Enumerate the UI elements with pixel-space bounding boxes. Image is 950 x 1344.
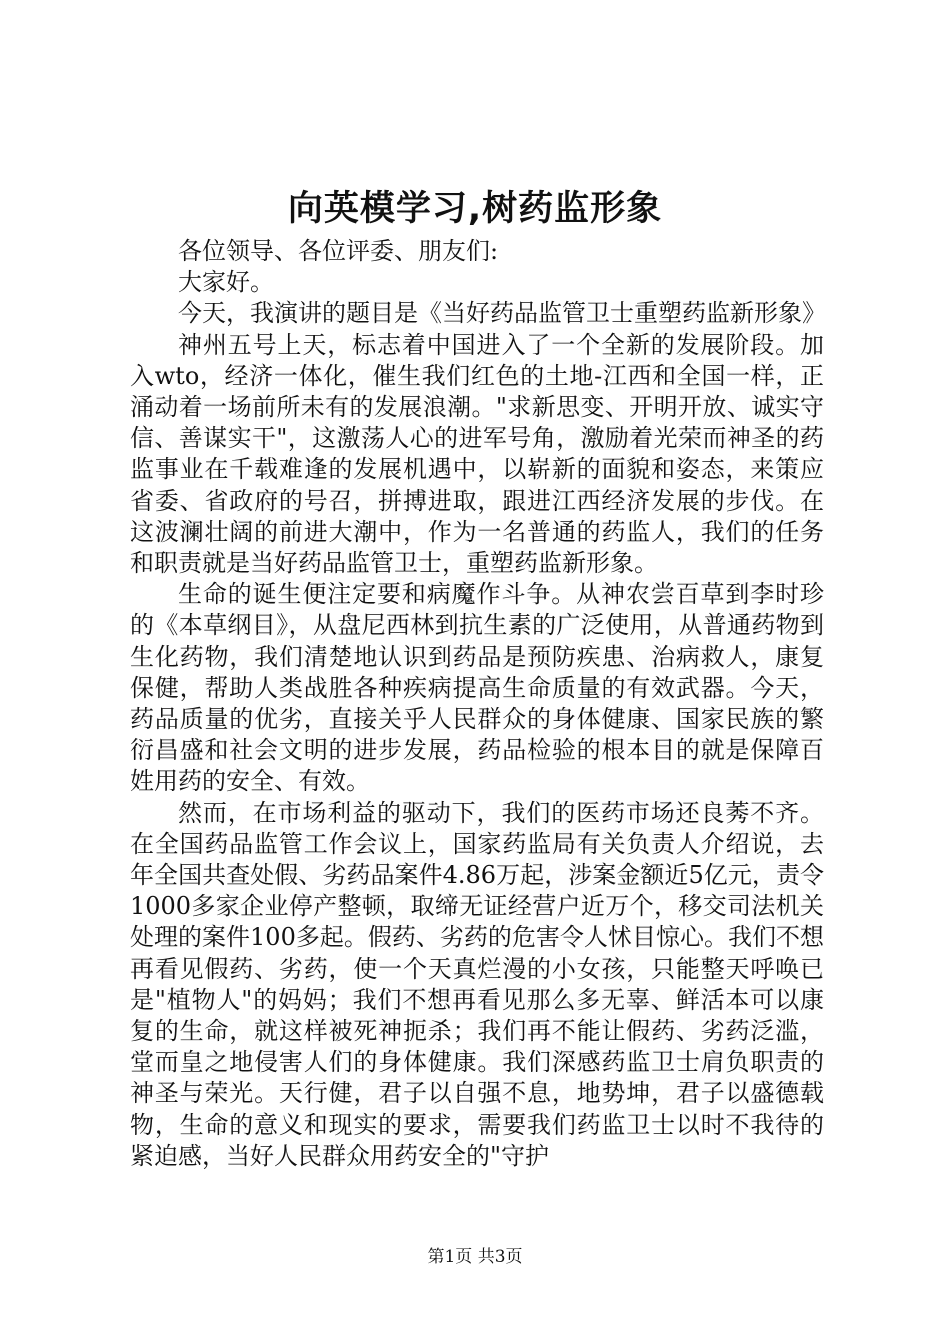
- salutation-paragraph: 各位领导、各位评委、朋友们:: [178, 237, 499, 265]
- body-paragraph: 生命的诞生便注定要和病魔作斗争。从神农尝百草到李时珍的《本草纲目》，从盘尼西林到抗生素的广泛使用，从普通药物到生化药物，我们清楚地认识到药品是预防疾患、治病救人，康复保健，帮助人类战胜各种疾病提高生命质量的有效武器。今天，药品质量的优劣，直接关乎人民群众的身体健康、国家民族的繁衍昌盛和社会文明的进步发展，药品检验的根本目的就是保障百姓用药的安全、有效。: [130, 580, 824, 796]
- document-title: 向英模学习,树药监形象: [287, 189, 663, 229]
- greeting-paragraph: 大家好。: [178, 268, 274, 297]
- body-paragraph: 然而，在市场利益的驱动下，我们的医药市场还良莠不齐。在全国药品监管工作会议上，国家药监局有关负责人介绍说，去年全国共查处假、劣药品案件4.86万起，涉案金额近5亿元，责令1000多家企业停产整顿，取缔无证经营户近万个，移交司法机关处理的案件100多起。假药、劣药的危害令人怵目惊心。我们不想再看见假药、劣药，使一个天真烂漫的小女孩，只能整天呼唤已是"植物人"的妈妈；我们不想再看见那么多无辜、鲜活本可以康复的生命，就这样被死神扼杀；我们再不能让假药、劣药泛滥，堂而皇之地侵害人们的身体健康。我们深感药监卫士肩负职责的神圣与荣光。天行健，君子以自强不息，地势坤，君子以盛德载物，生命的意义和现实的要求，需要我们药监卫士以时不我待的紧迫感，当好人民群众用药安全的"守护: [130, 798, 824, 1170]
- body-paragraph: 神州五号上天，标志着中国进入了一个全新的发展阶段。加入wto，经济一体化，催生我们红色的土地-江西和全国一样，正涌动着一场前所未有的发展浪潮。"求新思变、开明开放、诚实守信、善谋实干"，这激荡人心的进军号角，激励着光荣而神圣的药监事业在千载难逢的发展机遇中，以崭新的面貌和姿态，来策应省委、省政府的号召，拼搏进取，跟进江西经济发展的步伐。在这波澜壮阔的前进大潮中，作为一名普通的药监人，我们的任务和职责就是当好药品监管卫士，重塑药监新形象。: [130, 330, 824, 578]
- topic-paragraph: 今天，我演讲的题目是《当好药品监管卫士重塑药监新形象》: [178, 299, 826, 328]
- page-number-footer: 第1页 共3页: [427, 1247, 523, 1267]
- document-body: [130, 236, 824, 1172]
